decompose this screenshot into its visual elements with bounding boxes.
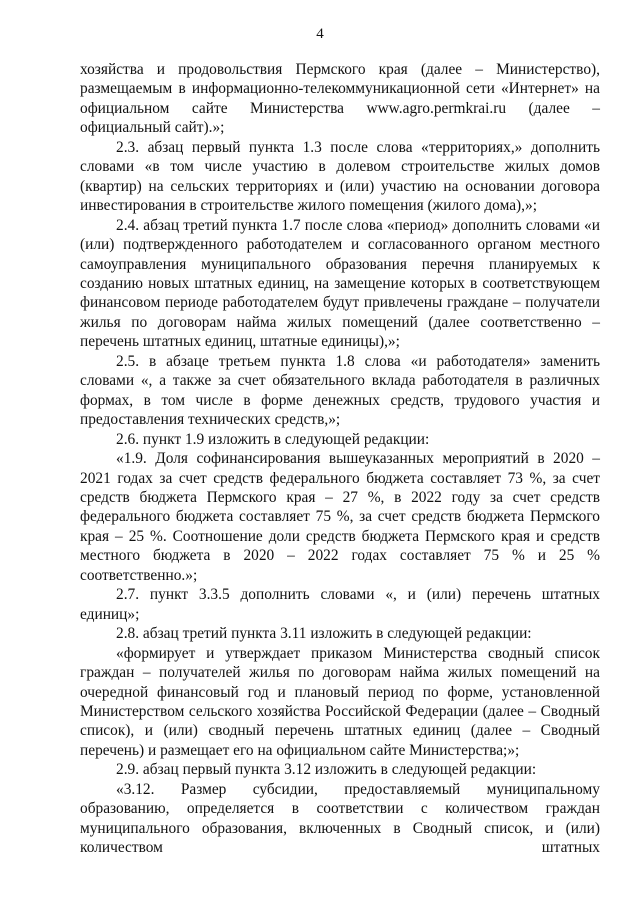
paragraph-2-9: 2.9. абзац первый пункта 3.12 изложить в следующей редакции:: [116, 761, 537, 779]
paragraph-1-9-quote: «1.9. Доля софинансирования вышеуказанных мероприятий в 2020 – 2021 годах за счет средств федерального бюджета составляет 73 %, за счет средств бюджета Пермского края – 27 %, в 2022 году за счет средств федерального бюджета составляет 75 %, за счет средств бюджета Пермского края – 25 %. Соотношение доли средств бюджета Пермского края и средств местного бюджета в 2020 – 2022 годах составляет 75 % и 25 % соответственно.»;: [80, 450, 600, 584]
page-number: 4: [316, 26, 324, 42]
paragraph-continuation: хозяйства и продовольствия Пермского края (далее – Министерство), размещаемым в информационно-телекоммуникационной сети «Интернет» на официальном сайте Министерства www.agro.permkrai.ru (далее – официальный сайт).»;: [80, 61, 600, 137]
document-body: [80, 60, 600, 858]
paragraph-3-11-quote: «формирует и утверждает приказом Министерства сводный список граждан – получателей жилья по договорам найма жилых помещений на очередной финансовый год и плановый период по форме, установленной Министерством сельского хозяйства Российской Федерации (далее – Сводный список), и (или) сводный перечень штатных единиц (далее – Сводный перечень) и размещает его на официальном сайте Министерства;»;: [80, 644, 600, 759]
paragraph-2-5: 2.5. в абзаце третьем пункта 1.8 слова «и работодателя» заменить словами «, а также за счет обязательного вклада работодателя в различных формах, в том числе в форме денежных средств, трудового участия и предоставления технических средств,»;: [80, 352, 600, 429]
paragraph-2-3: 2.3. абзац первый пункта 1.3 после слова «территориях,» дополнить словами «в том числе участию в долевом строительстве жилых домов (квартир) на сельских территориях и (или) участию на основании договора инвестирования в строительстве жилого помещения (жилого дома),»;: [80, 138, 600, 215]
paragraph-2-7: 2.7. пункт 3.3.5 дополнить словами «, и (или) перечень штатных единиц»;: [80, 586, 600, 623]
paragraph-2-4: 2.4. абзац третий пункта 1.7 после слова «период» дополнить словами «и (или) подтвержденного работодателем и согласованного органом местного самоуправления муниципального образования перечня планируемых к созданию новых штатных единиц, на замещение которых в соответствующем финансовом периоде работодателем будут привлечены граждане – получатели жилья по договорам найма жилых помещений (далее соответственно – перечень штатных единиц, штатные единицы),»;: [80, 216, 600, 351]
paragraph-3-12-quote: «3.12. Размер субсидии, предоставляемый муниципальному образованию, определяется в соответствии с количеством граждан муниципального образования, включенных в Сводный список, и (или) количеством штатных: [80, 780, 600, 857]
paragraph-2-8: 2.8. абзац третий пункта 3.11 изложить в следующей редакции:: [116, 625, 532, 643]
paragraph-2-6: 2.6. пункт 1.9 изложить в следующей редакции:: [116, 430, 430, 448]
